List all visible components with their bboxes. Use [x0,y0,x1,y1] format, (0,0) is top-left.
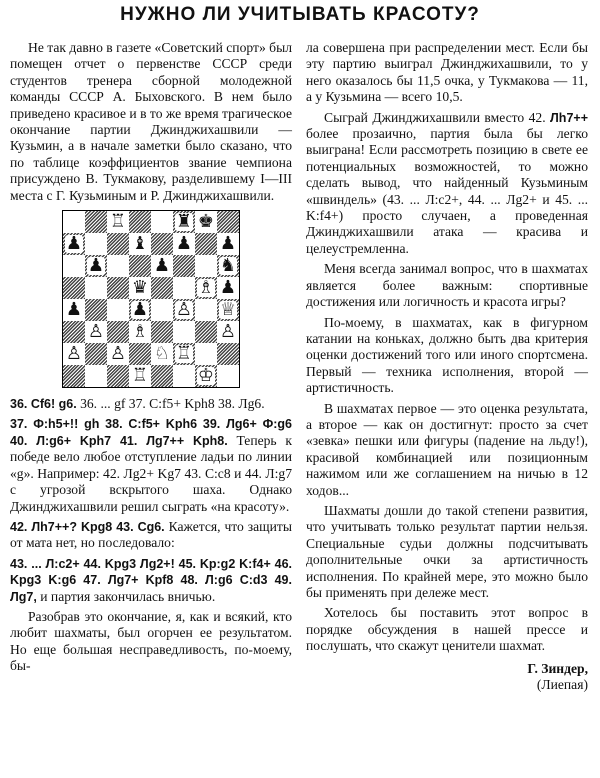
board-square [107,365,129,387]
chess-piece: ♚ [197,211,215,233]
board-square [195,343,217,365]
board-square [217,365,239,387]
board-square [129,277,151,299]
chess-piece: ♕ [219,299,237,321]
board-square [63,299,85,321]
chess-piece: ♖ [109,211,127,233]
board-square [85,233,107,255]
move-43: 43. ... Л:c2+ 44. Kpg3 Лg2+! 45. Kp:g2 K:f4+ 46. Kpg3 K:g6 47. Лg7+ Kpf8 48. Л:g6 С:d3 49. Лg7, и партия закончилась вничью. [10,556,292,604]
board-square [63,233,85,255]
board-square [63,365,85,387]
board-square [173,211,195,233]
board-square [151,365,173,387]
chess-piece: ♟ [153,255,171,277]
board-square [129,343,151,365]
board-square [195,255,217,277]
intro-paragraph: Не так давно в газете «Советский спорт» был помещен отчет о первенстве СССР среди студентов тренера сборной молодежной команды СССР А. Быховского. В нем было приведено красивое и в то же время трагическое окончание партии Джинджихашвили — Кузьмин, а в начале заметки было сказано, что по таблице коэффициентов звание чемпиона присуждено В. Тукмакову, разделившему I—III места с Г. Кузьминым и Р. Джинджихашвили. [10,40,292,203]
board-square [195,321,217,343]
chess-piece: ♖ [131,365,149,387]
move-36: 36. Cf6! g6. 36. ... gf 37. С:f5+ Kph8 38. Лg6. [10,396,265,412]
board-square [151,321,173,343]
criteria-paragraph: По-моему, в шахматах, как в фигурном катании на коньках, должно быть два критерия оценки достижений того или иного спортсмена. Первый — техника исполнения, второй — артистичность. [306,314,588,396]
left-column [10,40,292,679]
chess-piece: ♗ [197,277,215,299]
board-square [129,299,151,321]
chess-piece: ♔ [197,365,215,387]
chess-piece: ♟ [65,299,83,321]
board-square [217,211,239,233]
chess-piece: ♙ [219,321,237,343]
chess-piece: ♟ [87,255,105,277]
board-square [129,321,151,343]
chess-piece: ♜ [175,211,193,233]
chess-piece: ♙ [109,343,127,365]
article-title: НУЖНО ЛИ УЧИТЫВАТЬ КРАСОТУ? [120,4,480,25]
chess-piece: ♟ [175,233,193,255]
chess-piece: ♝ [131,233,149,255]
board-square [63,211,85,233]
chess-piece: ♘ [153,343,171,365]
board-square [151,233,173,255]
chess-piece: ♟ [219,277,237,299]
board-square [85,365,107,387]
board-square [217,321,239,343]
chess-piece: ♟ [65,233,83,255]
board-square [63,343,85,365]
board-square [151,299,173,321]
chess-piece: ♛ [131,277,149,299]
board-square [129,365,151,387]
board-square [85,299,107,321]
board-square [195,277,217,299]
board-square [107,233,129,255]
board-square [195,299,217,321]
board-square [173,255,195,277]
board-square [173,321,195,343]
board-square [63,277,85,299]
board-square [173,343,195,365]
board-square [173,277,195,299]
board-square [151,277,173,299]
board-square [151,211,173,233]
board-square [107,299,129,321]
board-square [195,233,217,255]
move-37: 37. Ф:h5+!! gh 38. С:f5+ Kph6 39. Лg6+ Ф:g6 40. Л:g6+ Kph7 41. Лg7++ Kph8. Теперь к победе вело любое отступление ладьи по линии «g». Например: 42. Лg2+ Kg7 43. С:c8 и 44. Л:g7 с угрозой вскрытого шаха. Однако Джинджихашвили решил сыграть «на красоту». [10,417,293,514]
board-square [107,277,129,299]
board-square [151,255,173,277]
move-42: 42. Лh7++? Kpg8 43. Cg6. Кажется, что защиты от мата нет, но последовало: [10,518,292,551]
chess-piece: ♟ [131,299,149,321]
board-square [173,299,195,321]
board-square [217,343,239,365]
analysis-paragraph: Разобрав это окончание, я, как и всякий, кто любит шахматы, был огорчен ее результатом. Но еще большая несправедливость, по-моему, бы- [10,608,292,674]
board-square [129,233,151,255]
evaluation-paragraph: В шахматах первое — это оценка результата, а второе — как он достигнут: просто за счет «зевка» пешки или фигуры (падение на льду!), красивой комбинацией или позиционным нажимом или же соглашением на ничью в 12 ходов... [306,400,588,498]
board-square [173,233,195,255]
chess-piece: ♙ [65,343,83,365]
chess-piece: ♙ [175,299,193,321]
board-square [195,365,217,387]
chess-diagram [10,210,292,388]
board-square [107,255,129,277]
judges-paragraph: Шахматы дошли до такой степени развития, что учитывать только результат партии нельзя. Специальные судьи должны подсчитывать дополнительные очки за артистичность исполнения. По крайней мере, это можно было бы применять при дележе мест. [306,502,588,600]
chess-piece: ♞ [219,255,237,277]
board-square [195,211,217,233]
board-square [173,365,195,387]
chess-piece: ♙ [87,321,105,343]
chess-piece: ♗ [131,321,149,343]
board-square [85,255,107,277]
board-square [107,321,129,343]
chess-board [62,210,240,388]
chess-piece: ♖ [175,343,193,365]
alternative-paragraph: Сыграй Джинджихашвили вместо 42. Лh7++ более прозаично, партия была бы легко выиграна! Если рассмотреть позицию в свете ее потенциальных возможностей, то можно сделать вывод, что найденный Кузьминым «швиндель» (43. ... Л:c2+, 44. ... Лg2+ и 45. ... K:f4+) просто случаен, а проведенная Джинджихашвили атака — красива и целеустремленна. [306,109,588,256]
board-square [151,343,173,365]
right-column [306,40,588,693]
board-square [85,321,107,343]
closing-paragraph: Хотелось бы поставить этот вопрос в порядке обсуждения в нашей прессе и послушать, что скажут ценители шахмат. [306,605,588,654]
board-square [107,343,129,365]
board-square [129,255,151,277]
board-square [85,277,107,299]
board-square [107,211,129,233]
board-square [85,211,107,233]
author-signature: Г. Зиндер, [527,660,588,676]
board-square [217,233,239,255]
question-paragraph: Меня всегда занимал вопрос, что в шахматах является более важным: спортивные достижения или логичность и красота игры? [306,261,588,310]
board-square [63,321,85,343]
chess-piece: ♟ [219,233,237,255]
board-square [217,299,239,321]
continuation-paragraph: ла совершена при распределении мест. Если бы эту партию выиграл Джинджихашвили, то у него оказалось бы 11,5 очка, у Тукмакова — 11, а у Кузьмина — всего 10,5. [306,40,588,105]
board-square [129,211,151,233]
author-location: (Лиепая) [536,677,588,693]
board-square [63,255,85,277]
board-square [217,255,239,277]
board-square [85,343,107,365]
board-square [217,277,239,299]
